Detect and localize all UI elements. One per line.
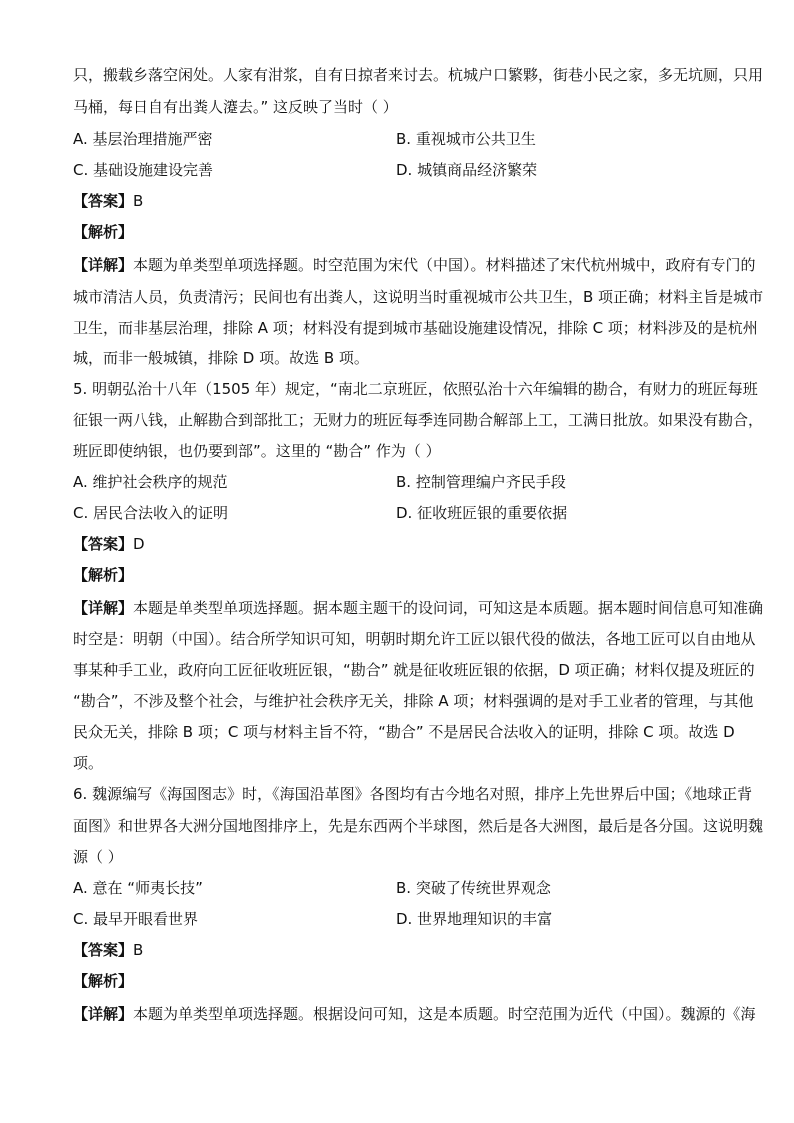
q4-answer bbox=[73, 190, 143, 212]
q4-detail-line-4: 城，而非一般城镇，排除 D 项。故选 B 项。 bbox=[73, 349, 369, 367]
q5-detail-line-3: 事某种手工业，政府向工匠征收班匠银，“勘合” 就是征收班匠银的依据，D 项正确；材料仅提及班匠的 bbox=[73, 661, 755, 679]
detail-text: 本题为单类型单项选择题。根据设问可知，这是本质题。时空范围为近代（中国）。魏源的《海 bbox=[133, 1005, 756, 1023]
q5-option-b: B. 控制管理编户齐民手段 bbox=[396, 473, 566, 491]
q6-analysis-tag bbox=[73, 970, 133, 992]
q5-detail-line-5: 民众无关，排除 B 项；C 项与材料主旨不符，“勘合” 不是居民合法收入的证明，排除 C 项。故选 D bbox=[73, 723, 735, 741]
q6-option-c: C. 最早开眼看世界 bbox=[73, 910, 199, 928]
q6-option-a: A. 意在 “师夷长技” bbox=[73, 879, 203, 897]
q4-detail-line-1 bbox=[73, 254, 756, 276]
q5-option-d: D. 征收班匠银的重要依据 bbox=[396, 504, 568, 522]
q4-option-b: B. 重视城市公共卫生 bbox=[396, 130, 536, 148]
answer-value: B bbox=[133, 941, 144, 959]
answer-value: D bbox=[133, 535, 145, 553]
answer-tag: 【答案】 bbox=[73, 535, 134, 553]
detail-tag: 【详解】 bbox=[73, 256, 134, 274]
analysis-tag: 【解析】 bbox=[73, 566, 134, 584]
q4-stem-line-1: 只，搬载乡落空闲处。人家有泔浆，自有日掠者来讨去。杭城户口繁夥，街巷小民之家，多无坑厕，只用 bbox=[73, 66, 764, 84]
q4-option-d: D. 城镇商品经济繁荣 bbox=[396, 161, 538, 179]
q6-stem-line-1: 6. 魏源编写《海国图志》时，《海国沿革图》各图均有古今地名对照，排序上先世界后中国；《地球正背 bbox=[73, 785, 753, 803]
q6-stem-line-2: 面图》和世界各大洲分国地图排序上，先是东西两个半球图，然后是各大洲图，最后是各分国。这说明魏 bbox=[73, 817, 764, 835]
answer-tag: 【答案】 bbox=[73, 941, 134, 959]
detail-text: 本题为单类型单项选择题。时空范围为宋代（中国）。材料描述了宋代杭州城中，政府有专门的 bbox=[133, 256, 756, 274]
q6-detail-line-1 bbox=[73, 1003, 756, 1025]
q5-answer bbox=[73, 533, 145, 555]
q4-option-c: C. 基础设施建设完善 bbox=[73, 161, 214, 179]
q6-option-d: D. 世界地理知识的丰富 bbox=[396, 910, 553, 928]
q5-detail-line-2: 时空是：明朝（中国）。结合所学知识可知，明朝时期允许工匠以银代役的做法，各地工匠可以自由地从 bbox=[73, 630, 756, 648]
detail-tag: 【详解】 bbox=[73, 1005, 134, 1023]
q5-stem-line-1: 5. 明朝弘治十八年（1505 年）规定，“南北二京班匠，依照弘治十六年编辑的勘合，有财力的班匠每班 bbox=[73, 380, 758, 398]
q4-analysis-tag bbox=[73, 221, 133, 243]
q5-stem-line-3: 班匠即使纳银，也仍要到部”。这里的 “勘合” 作为（ ） bbox=[73, 442, 441, 460]
analysis-tag: 【解析】 bbox=[73, 972, 134, 990]
q6-answer bbox=[73, 939, 143, 961]
q4-detail-line-3: 卫生，而非基层治理，排除 A 项；材料没有提到城市基础设施建设情况，排除 C 项；材料涉及的是杭州 bbox=[73, 319, 758, 337]
q5-detail-line-6: 项。 bbox=[73, 754, 104, 772]
answer-value: B bbox=[133, 192, 144, 210]
q5-option-a: A. 维护社会秩序的规范 bbox=[73, 473, 228, 491]
q4-option-a: A. 基层治理措施严密 bbox=[73, 130, 213, 148]
q5-detail-line-4: “勘合”，不涉及整个社会，与维护社会秩序无关，排除 A 项；材料强调的是对手工业者的管理，与其他 bbox=[73, 692, 754, 710]
q6-option-b: B. 突破了传统世界观念 bbox=[396, 879, 551, 897]
q4-stem-line-2: 马桶，每日自有出粪人瀽去。” 这反映了当时（ ） bbox=[73, 98, 398, 116]
q5-option-c: C. 居民合法收入的证明 bbox=[73, 504, 229, 522]
answer-tag: 【答案】 bbox=[73, 192, 134, 210]
q5-analysis-tag bbox=[73, 564, 133, 586]
q5-stem-line-2: 征银一两八钱，止解勘合到部批工；无财力的班匠每季连同勘合解部上工，工满日批放。如果没有勘合， bbox=[73, 411, 764, 429]
detail-tag: 【详解】 bbox=[73, 599, 134, 617]
detail-text: 本题是单类型单项选择题。据本题主题干的设问词，可知这是本质题。据本题时间信息可知准确 bbox=[133, 599, 764, 617]
q5-detail-line-1 bbox=[73, 597, 763, 619]
analysis-tag: 【解析】 bbox=[73, 223, 134, 241]
q6-stem-line-3: 源（ ） bbox=[73, 848, 123, 866]
q4-detail-line-2: 城市清洁人员，负责清污；民间也有出粪人，这说明当时重视城市公共卫生，B 项正确；材料主旨是城市 bbox=[73, 288, 764, 306]
